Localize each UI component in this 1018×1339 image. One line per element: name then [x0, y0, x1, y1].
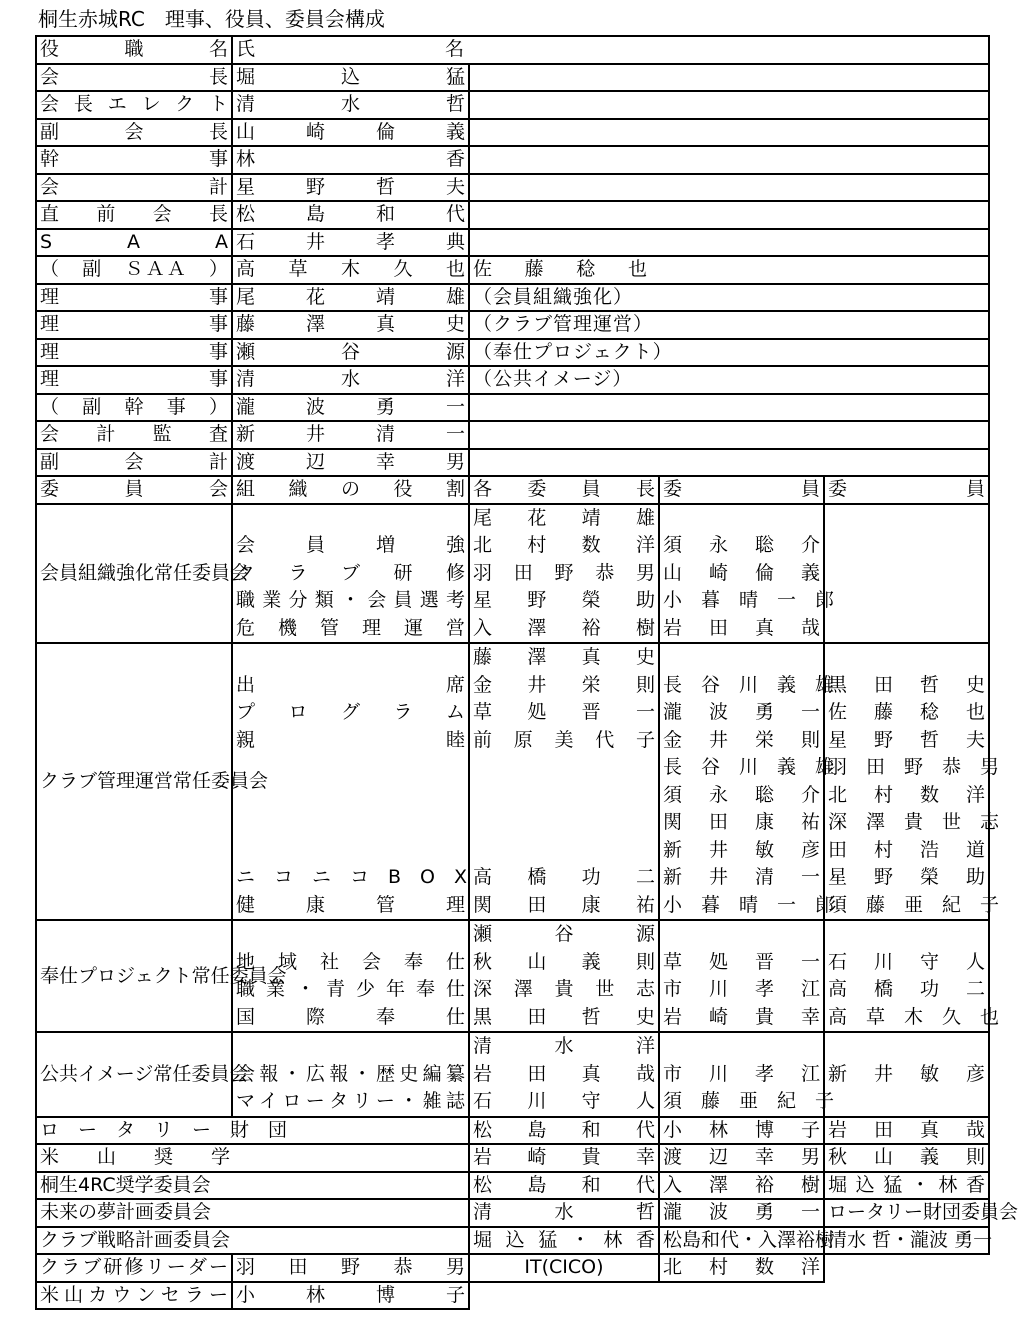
officer-name: 尾 花 靖 雄: [232, 284, 469, 312]
special-chair: 岩 崎 貴 幸: [469, 1144, 659, 1172]
it-label: IT(CICO): [469, 1254, 659, 1282]
committee-members: 須 永 聡 介 山 崎 倫 義 小 暮 晴 一 郎 岩 田 真 哉: [659, 504, 824, 644]
officer-row: [36, 229, 989, 257]
member-header: 委 員: [659, 476, 824, 504]
special-committee-row: [36, 1227, 989, 1255]
officer-extra: [469, 174, 989, 202]
officer-row: [36, 256, 989, 284]
header-role: 役 職 名: [36, 36, 232, 64]
committee-roles: 会 員 増 強 ク ラ ブ 研 修 職業分類・会員選考 危 機 管 理 運 営: [232, 504, 469, 644]
officer-row: [36, 311, 989, 339]
officer-role: 会 計: [36, 174, 232, 202]
table-header-row: [36, 36, 989, 64]
special-chair: 松 島 和 代: [469, 1172, 659, 1200]
officer-row: [36, 201, 989, 229]
officer-row: [36, 119, 989, 147]
special-committee-name: 桐生4RC奨学委員会: [36, 1172, 469, 1200]
officer-extra: [469, 64, 989, 92]
special-chair: 堀込猛・林香: [469, 1227, 659, 1255]
empty-cell: [824, 1254, 989, 1282]
officer-extra: [469, 201, 989, 229]
committee-members: 黒 田 哲 史 佐 藤 稔 也 星 野 哲 夫 羽 田 野 恭 男 北 村 数 洋 深 澤 貴 世 志 田 村 浩 道 星 野 榮 助 須 藤 亜 紀 子: [824, 643, 989, 920]
officer-row: [36, 394, 989, 422]
officer-extra: （クラブ管理運営）: [469, 311, 989, 339]
special-committee-row: [36, 1199, 989, 1227]
committee-chairs: 尾 花 靖 雄 北 村 数 洋 羽 田 野 恭 男 星 野 榮 助 入 澤 裕 樹: [469, 504, 659, 644]
officer-name: 清 水 洋: [232, 366, 469, 394]
officer-role: 会長エレクト: [36, 91, 232, 119]
special-committee-name: 米 山 奨 学: [36, 1144, 469, 1172]
officer-role: 理 事: [36, 284, 232, 312]
header-name: 氏 名: [232, 36, 989, 64]
committee-members: 長 谷 川 義 雄 瀧 波 勇 一 金 井 栄 則 長 谷 川 義 雄 須 永 聡 介 関 田 康 祐 新 井 敏 彦 新 井 清 一 小 暮 晴 一 郎: [659, 643, 824, 920]
committee-members: 草 処 晋 一 市 川 孝 江 岩 崎 貴 幸: [659, 920, 824, 1032]
committee-chairs: 清 水 洋 岩 田 真 哉 石 川 守 人: [469, 1032, 659, 1117]
officer-role: 会 長: [36, 64, 232, 92]
leader-role: クラブ研修リーダー: [36, 1254, 232, 1282]
officer-role: S A A: [36, 229, 232, 257]
officer-role: 会 計 監 査: [36, 421, 232, 449]
officer-name: 林 香: [232, 146, 469, 174]
special-member: 岩 田 真 哉: [824, 1117, 989, 1145]
special-member: 清水 哲・瀧波 勇一: [824, 1227, 989, 1255]
special-committee-row: [36, 1144, 989, 1172]
officer-row: [36, 146, 989, 174]
officer-extra: [469, 146, 989, 174]
special-member: 秋 山 義 則: [824, 1144, 989, 1172]
committee-name: クラブ管理運営常任委員会: [36, 643, 232, 920]
committee-name: 奉仕プロジェクト常任委員会: [36, 920, 232, 1032]
committee-header: 委 員 会: [36, 476, 232, 504]
empty-cell: [469, 1282, 659, 1310]
leader-role: 米山カウンセラー: [36, 1282, 232, 1310]
officer-name: 堀 込 猛: [232, 64, 469, 92]
leader-name: 羽 田 野 恭 男: [232, 1254, 469, 1282]
officer-name: 石 井 孝 典: [232, 229, 469, 257]
officer-name: 瀬 谷 源: [232, 339, 469, 367]
officer-name: 高 草 木 久 也: [232, 256, 469, 284]
special-committee-name: ロ ー タ リ ー 財 団: [36, 1117, 469, 1145]
officer-role: （ 副 ＳＡＡ ）: [36, 256, 232, 284]
officer-role: 理 事: [36, 311, 232, 339]
officer-name: 清 水 哲: [232, 91, 469, 119]
officer-name: 山 崎 倫 義: [232, 119, 469, 147]
officer-role: 幹 事: [36, 146, 232, 174]
officer-extra: [469, 229, 989, 257]
special-chair: 清 水 哲: [469, 1199, 659, 1227]
leader-name: 小 林 博 子: [232, 1282, 469, 1310]
it-name: 北 村 数 洋: [659, 1254, 824, 1282]
committee-members: 石 川 守 人 高 橋 功 二 高 草 木 久 也: [824, 920, 989, 1032]
officer-extra: （会員組織強化）: [469, 284, 989, 312]
leader-row: [36, 1254, 989, 1282]
officer-extra: （公共イメージ）: [469, 366, 989, 394]
special-committee-row: [36, 1117, 989, 1145]
special-chair: 松 島 和 代: [469, 1117, 659, 1145]
special-committee-name: クラブ戦略計画委員会: [36, 1227, 469, 1255]
member-header: 委 員: [824, 476, 989, 504]
empty-cell: [659, 1282, 824, 1310]
officer-extra: [469, 91, 989, 119]
committee-block: [36, 1032, 989, 1117]
special-member: 小 林 博 子: [659, 1117, 824, 1145]
officer-role: 理 事: [36, 366, 232, 394]
officer-row: [36, 284, 989, 312]
committee-members: 新 井 敏 彦: [824, 1032, 989, 1117]
officer-row: [36, 366, 989, 394]
officer-row: [36, 174, 989, 202]
officer-name: 松 島 和 代: [232, 201, 469, 229]
committee-header-row: [36, 476, 989, 504]
committee-roles: 地 域 社 会 奉 仕 職業・青少年奉仕 国 際 奉 仕: [232, 920, 469, 1032]
special-committee-row: [36, 1172, 989, 1200]
officer-role: 副 会 長: [36, 119, 232, 147]
committee-block: [36, 504, 989, 644]
officer-name: 新 井 清 一: [232, 421, 469, 449]
officer-role: （ 副 幹 事 ）: [36, 394, 232, 422]
officer-role: 理 事: [36, 339, 232, 367]
special-committee-name: 未来の夢計画委員会: [36, 1199, 469, 1227]
officer-row: [36, 64, 989, 92]
officer-committee-table: [35, 35, 1018, 1310]
committee-chairs: 瀬 谷 源 秋 山 義 則 深 澤 貴 世 志 黒 田 哲 史: [469, 920, 659, 1032]
officer-role: 副 会 計: [36, 449, 232, 477]
officer-row: [36, 91, 989, 119]
committee-roles: 出 席 プ ロ グ ラ ム 親 睦 ニ コ ニ コ B O X 健 康 管 理: [232, 643, 469, 920]
committee-name: 会員組織強化常任委員会: [36, 504, 232, 644]
committee-members: 市 川 孝 江 須 藤 亜 紀 子: [659, 1032, 824, 1117]
officer-extra: [469, 119, 989, 147]
officer-name: 瀧 波 勇 一: [232, 394, 469, 422]
officer-extra: 佐 藤 稔 也: [469, 256, 989, 284]
special-member: 渡 辺 幸 男: [659, 1144, 824, 1172]
officer-row: [36, 339, 989, 367]
empty-cell: [824, 1282, 989, 1310]
officer-name: 藤 澤 真 史: [232, 311, 469, 339]
committee-members: [824, 504, 989, 644]
committee-chairs: 藤 澤 真 史 金 井 栄 則 草 処 晋 一 前 原 美 代 子 高 橋 功 二 関 田 康 祐: [469, 643, 659, 920]
role-header: 組 織 の 役 割: [232, 476, 469, 504]
chair-header: 各 委 員 長: [469, 476, 659, 504]
committee-roles: 会報・広報・歴史編纂 マイロータリー・雑誌: [232, 1032, 469, 1117]
special-member: ロータリー財団委員会: [824, 1199, 989, 1227]
committee-block: [36, 643, 989, 920]
officer-extra: [469, 421, 989, 449]
special-member: 堀込猛・林香: [824, 1172, 989, 1200]
officer-extra: （奉仕プロジェクト）: [469, 339, 989, 367]
committee-name: 公共イメージ常任委員会: [36, 1032, 232, 1117]
officer-extra: [469, 394, 989, 422]
leader-row: [36, 1282, 989, 1310]
page-title: 桐生赤城RC 理事、役員、委員会構成: [38, 7, 385, 31]
officer-role: 直 前 会 長: [36, 201, 232, 229]
committee-block: [36, 920, 989, 1032]
officer-extra: [469, 449, 989, 477]
officer-row: [36, 421, 989, 449]
special-member: 瀧 波 勇 一: [659, 1199, 824, 1227]
special-member: 松島和代・入澤裕樹: [659, 1227, 824, 1255]
special-member: 入 澤 裕 樹: [659, 1172, 824, 1200]
officer-row: [36, 449, 989, 477]
officer-name: 渡 辺 幸 男: [232, 449, 469, 477]
officer-name: 星 野 哲 夫: [232, 174, 469, 202]
